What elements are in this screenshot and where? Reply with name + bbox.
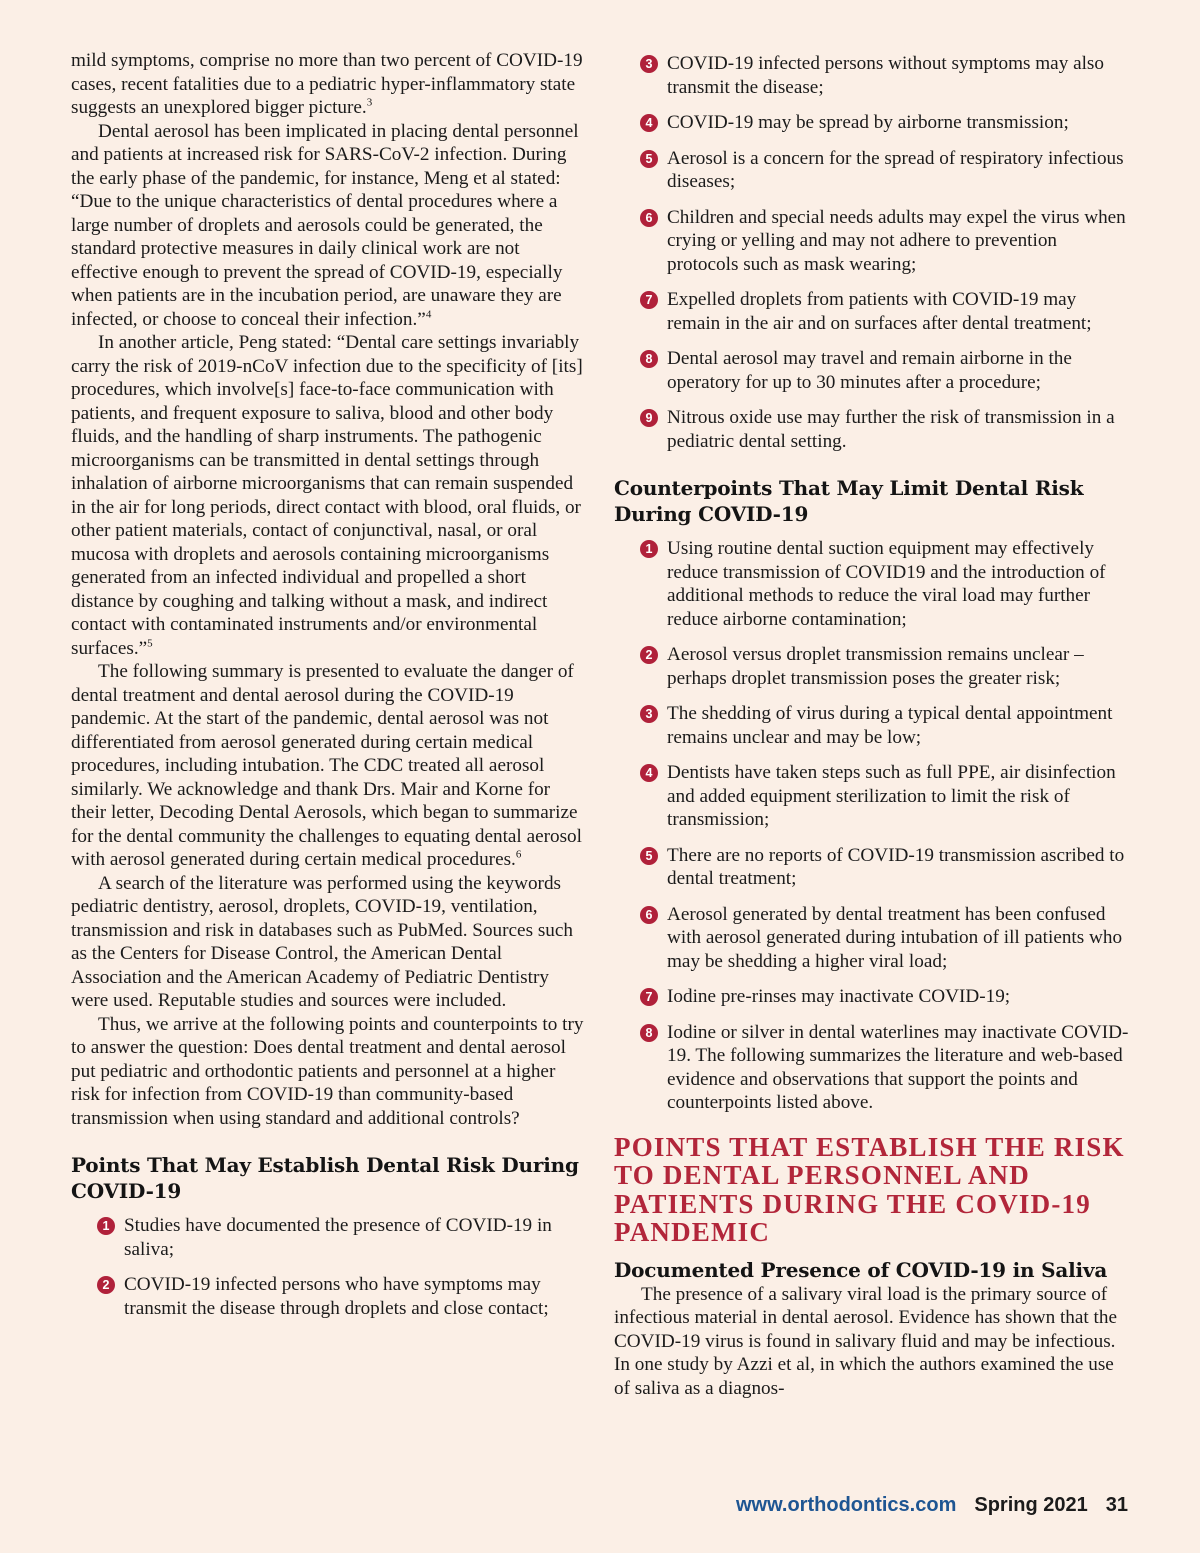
number-badge: 5 bbox=[640, 150, 658, 168]
counterpoints-heading: Counterpoints That May Limit Dental Risk During COVID-19 bbox=[614, 476, 1084, 526]
list-item: 7 Expelled droplets from patients with COVID-19 may remain in the air and on surfaces after dental treatment; bbox=[614, 288, 1130, 335]
risk-points-list-part2 bbox=[614, 52, 1130, 453]
number-badge: 4 bbox=[640, 114, 658, 132]
number-badge: 6 bbox=[640, 209, 658, 227]
risk-points-heading: Points That May Establish Dental Risk During COVID-19 bbox=[71, 1153, 579, 1203]
list-item: 1 Using routine dental suction equipment may effectively reduce transmission of COVID19 and the introduction of additional methods to reduce the viral load may further reduce airborne contamination; bbox=[614, 537, 1130, 631]
list-item: 2 COVID-19 infected persons who have symptoms may transmit the disease through droplets and close contact; bbox=[71, 1273, 587, 1320]
number-badge: 3 bbox=[640, 55, 658, 73]
number-badge: 8 bbox=[640, 1024, 658, 1042]
website-link[interactable]: www.orthodontics.com bbox=[735, 1494, 957, 1516]
list-item: 5 There are no reports of COVID-19 transmission ascribed to dental treatment; bbox=[614, 844, 1130, 891]
list-item: 7 Iodine pre-rinses may inactivate COVID-19; bbox=[614, 985, 1130, 1009]
saliva-heading: Documented Presence of COVID-19 in Saliva bbox=[614, 1257, 1108, 1282]
left-column bbox=[71, 49, 587, 1332]
number-badge: 1 bbox=[640, 540, 658, 558]
paragraph-question: Thus, we arrive at the following points and counterpoints to try to answer the question: Does dental treatment and dental aerosol put pediatric and orthodontic patients and personnel at a higher risk for infection from COVID-19 than community-based transmission when using standard and additional controls? bbox=[71, 1013, 584, 1129]
list-item: 2 Aerosol versus droplet transmission remains unclear – perhaps droplet transmission poses the greater risk; bbox=[614, 643, 1130, 690]
counterpoints-list bbox=[614, 537, 1130, 1115]
paragraph-dental-aerosol: Dental aerosol has been implicated in placing dental personnel and patients at increased risk for SARS-CoV-2 infection. During the early phase of the pandemic, for instance, Meng et al stated: “Due to the unique characteristics of dental procedures where a large number of droplets and aerosols could be generated, the standard protective measures in daily clinical work are not effective enough to prevent the spread of COVID-19, especially when patients are in the incubation period, are unaware they are infected, or choose to conceal their infection.”$^4$ bbox=[71, 120, 579, 330]
list-item: 3 COVID-19 infected persons without symptoms may also transmit the disease; bbox=[614, 52, 1130, 99]
right-column bbox=[614, 52, 1130, 1400]
list-item: 5 Aerosol is a concern for the spread of respiratory infectious diseases; bbox=[614, 147, 1130, 194]
list-item: 9 Nitrous oxide use may further the risk of transmission in a pediatric dental setting. bbox=[614, 406, 1130, 453]
number-badge: 6 bbox=[640, 906, 658, 924]
list-item: 6 Aerosol generated by dental treatment has been confused with aerosol generated during intubation of ill patients who may be shedding a higher viral load; bbox=[614, 903, 1130, 974]
section-heading: POINTS THAT ESTABLISH THE RISK TO DENTAL PERSONNEL AND PATIENTS DURING THE COVID-19 PANDEMIC bbox=[614, 1131, 1125, 1247]
number-badge: 5 bbox=[640, 847, 658, 865]
issue-label: Spring 2021 bbox=[974, 1494, 1088, 1516]
list-item: 4 Dentists have taken steps such as full PPE, air disinfection and added equipment sterilization to limit the risk of transmission; bbox=[614, 761, 1130, 832]
number-badge: 4 bbox=[640, 764, 658, 782]
number-badge: 8 bbox=[640, 350, 658, 368]
list-item: 4 COVID-19 may be spread by airborne transmission; bbox=[614, 111, 1130, 135]
paragraph-intro: mild symptoms, comprise no more than two percent of COVID-19 cases, recent fatalities due to a pediatric hyper-inflammatory state suggests an unexplored bigger picture.$^3$ bbox=[71, 50, 583, 118]
number-badge: 2 bbox=[640, 646, 658, 664]
list-item: 8 Dental aerosol may travel and remain airborne in the operatory for up to 30 minutes after a procedure; bbox=[614, 347, 1130, 394]
list-item: 3 The shedding of virus during a typical dental appointment remains unclear and may be low; bbox=[614, 702, 1130, 749]
paragraph-peng-quote: In another article, Peng stated: “Dental care settings invariably carry the risk of 2019-nCoV infection due to the specificity of [its] procedures, which involve[s] face-to-face communication with patients, and frequent exposure to saliva, blood and other body fluids, and the handling of sharp instruments. The pathogenic microorganisms can be transmitted in dental settings through inhalation of airborne microorganisms that can remain suspended in the air for long periods, direct contact with blood, oral fluids, or other patient materials, contact of conjunctival, nasal, or oral mucosa with droplets and aerosols containing microorganisms generated from an infected individual and propelled a short distance by coughing and talking without a mask, and indirect contact with contaminated instruments and/or environmental surfaces.”$^5$ bbox=[71, 332, 583, 659]
number-badge: 3 bbox=[640, 705, 658, 723]
number-badge: 9 bbox=[640, 409, 658, 427]
list-item: 1 Studies have documented the presence of COVID-19 in saliva; bbox=[71, 1214, 587, 1261]
paragraph-saliva: The presence of a salivary viral load is the primary source of infectious material in dental aerosol. Evidence has shown that the COVID-19 virus is found in salivary fluid and may be infectious. In one study by Azzi et al, in which the authors examined the use of saliva as a diagnos- bbox=[614, 1283, 1117, 1399]
number-badge: 2 bbox=[97, 1276, 115, 1294]
number-badge: 7 bbox=[640, 988, 658, 1006]
paragraph-summary: The following summary is presented to evaluate the danger of dental treatment and dental aerosol during the COVID-19 pandemic. At the start of the pandemic, dental aerosol was not differentiated from aerosol generated during certain medical procedures, including intubation. The CDC treated all aerosol similarly. We acknowledge and thank Drs. Mair and Korne for their letter, Decoding Dental Aerosols, which began to summarize for the dental community the challenges to equating dental aerosol with aerosol generated during certain medical procedures.$^6$ bbox=[71, 661, 582, 870]
paragraph-literature-search: A search of the literature was performed using the keywords pediatric dentistry, aerosol, droplets, COVID-19, ventilation, transmission and risk in databases such as PubMed. Sources such as the Centers for Disease Control, the American Dental Association and the American Academy of Pediatric Dentistry were used. Reputable studies and sources were included. bbox=[71, 872, 574, 1011]
list-item: 8 Iodine or silver in dental waterlines may inactivate COVID-19. The following summarizes the literature and web-based evidence and observations that support the points and counterpoints listed above. bbox=[614, 1021, 1130, 1115]
risk-points-list-part1 bbox=[71, 1214, 587, 1320]
page-number: 31 bbox=[1105, 1494, 1128, 1516]
page-footer bbox=[736, 1494, 1128, 1517]
number-badge: 7 bbox=[640, 291, 658, 309]
number-badge: 1 bbox=[97, 1217, 115, 1235]
list-item: 6 Children and special needs adults may expel the virus when crying or yelling and may not adhere to prevention protocols such as mask wearing; bbox=[614, 206, 1130, 277]
